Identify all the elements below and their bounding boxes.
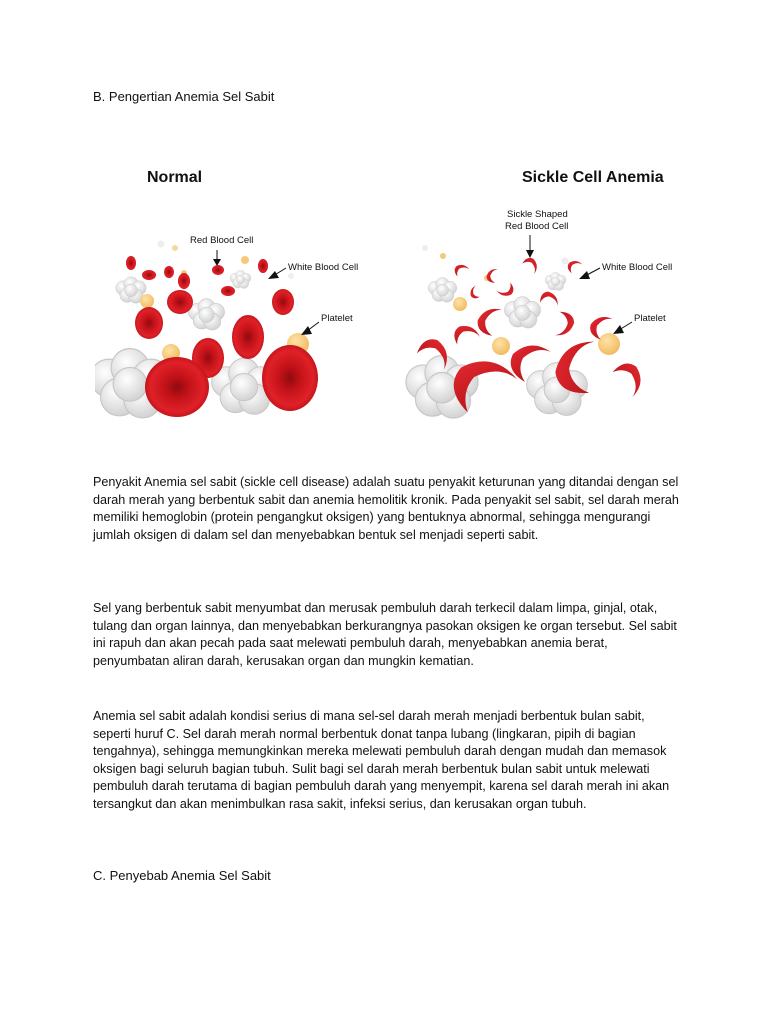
paragraph-1: Penyakit Anemia sel sabit (sickle cell disease) adalah suatu penyakit keturunan yang ditandai dengan sel darah merah yang berbentuk sabit dan anemia hemolitik kronik. Pada penyakit sel sabit, sel darah merah memiliki hemoglobin (protein pengangkut oksigen) yang bentuknya abnormal, sehingga mengurangi jumlah oksigen di dalam sel dan menyebabkan bentuk sel menjadi seperti sabit. [93, 475, 679, 542]
normal-platelet-label: Platelet [321, 313, 353, 324]
normal-panel [95, 241, 319, 418]
sickle-label-line-2: Red Blood Cell [505, 221, 569, 232]
normal-white-cell-label: White Blood Cell [288, 262, 359, 273]
normal-title: Normal [147, 169, 203, 186]
blood-cell-figure [95, 160, 685, 440]
sickle-label-line-1: Sickle Shaped [507, 209, 568, 220]
paragraph-3: Anemia sel sabit adalah kondisi serius di mana sel-sel darah merah menjadi berbentuk bulan sabit, seperti huruf C. Sel darah merah normal berbentuk donat tanpa lubang (lingkaran, pipih di bagian tengahnya), sehingga memungkinkan mereka melewati pembuluh darah dengan mudah dan memasok oksigen bagi seluruh bagian tubuh. Sulit bagi sel darah merah berbentuk bulan sabit untuk melewati pembuluh darah terutama di bagian pembuluh darah yang menyempit, karena sel darah merah ini akan tersangkut dan akan menimbulkan rasa sakit, infeksi serius, dan kerusakan organ tubuh. [93, 709, 670, 811]
sickle-white-cell-label: White Blood Cell [602, 262, 673, 273]
section-heading-b: B. Pengertian Anemia Sel Sabit [93, 89, 275, 104]
blood-cell-illustration [95, 160, 685, 440]
paragraph-2: Sel yang berbentuk sabit menyumbat dan merusak pembuluh darah terkecil dalam limpa, ginjal, otak, tulang dan organ lainnya, dan menyebabkan berkurangnya pasokan oksigen ke organ tersebut. Sel sabit ini rapuh dan akan pecah pada saat melewati pembuluh darah, menyebabkan anemia berat, penyumbatan aliran darah, kerusakan organ dan mungkin kematian. [93, 601, 677, 668]
sickle-title: Sickle Cell Anemia [522, 169, 664, 186]
sickle-platelet-label: Platelet [634, 313, 666, 324]
normal-red-cell-label: Red Blood Cell [190, 235, 254, 246]
section-heading-c: C. Penyebab Anemia Sel Sabit [93, 868, 271, 883]
